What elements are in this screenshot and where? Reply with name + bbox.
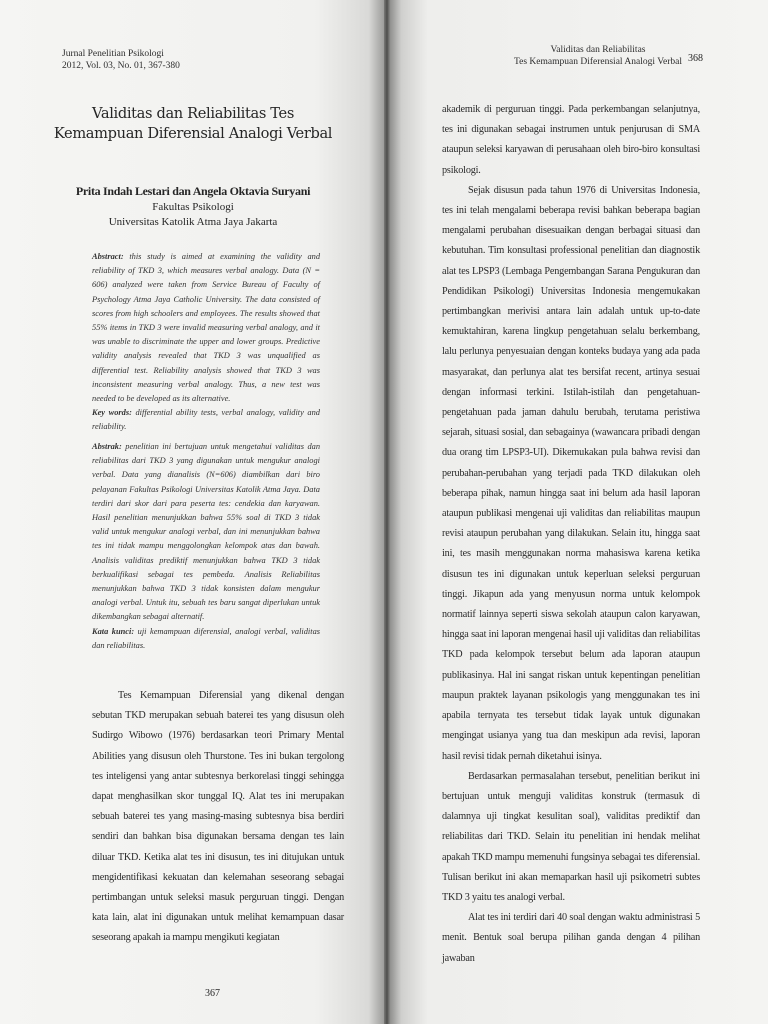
- abstract-id-text: penelitian ini bertujuan untuk mengetahui validitas dan reliabilitas dari TKD 3 yang digunakan untuk mengukur analogi verbal. Data yang dianalisis (N=606) diambilkan dari biro pelayanan Fakultas Psikologi Universitas Katolik Atma Jaya. Data terdiri dari skor dari para peserta tes: cendekia dan karyawan. Hasil penelitian menunjukkan bahwa 55% soal di TKD 3 tidak valid untuk mengukur analogi verbal, dan ini menunjukkan bahwa tes ini tidak mampu menggolongkan kelompok atas dan bawah. Analisis validitas prediktif menunjukkan bahwa TKD 3 tidak berkualifikasi sebagai tes pembeda. Analisis Reliabilitas menunjukkan bahwa TKD 3 tidak konsisten dalam mengukur analogi verbal. Untuk itu, sebuah tes baru sangat diperlukan untuk dikembangkan sebagai alternatif.: [92, 442, 321, 622]
- abstract-id-label: Abstrak:: [92, 442, 122, 451]
- affiliation: [28, 200, 358, 230]
- right-body: [442, 100, 700, 969]
- abstract-en-label: Abstract:: [92, 252, 124, 261]
- abstract-en-text: this study is aimed at examining the validity and reliability of TKD 3, which measures verbal analogy. Data (N = 606) analyzed were taken from Service Bureau of Faculty of Psychology Atma Jaya Catholic University. The data consisted of scores from high schoolers and employees. The results showed that 55% items in TKD 3 were invalid measuring verbal analogy, and it was unable to discriminate the upper and lower groups. Predictive validity analysis revealed that TKD 3 was unqualified as differential test. Reliability analysis showed that TKD 3 was inconsistent measuring verbal analogy. Thus, a new test was needed to be developed as its alternative.: [92, 252, 321, 404]
- right-page: [390, 0, 768, 1024]
- page-number-right: 368: [688, 53, 703, 64]
- paragraph-history: Sejak disusun pada tahun 1976 di Universitas Indonesia, tes ini telah mengalami beberapa revisi bahkan beberapa bagian mengalami perubahan disesuaikan dengan berbagai situasi dan kebutuhan. Tim konsultasi professional penelitian dan diagnostik alat tes LPSP3 (Lembaga Pengembangan Sarana Pengukuran dan Pendidikan Psikologi) Universitas Indonesia mengemukakan pertimbangkan merivisi antara lain adalah untuk up-to-date kemuktahiran, karena lingkup pengetahuan selalu berkembang, lalu perlunya penyesuaian dengan konteks budaya yang ada pada masyarakat, dan perlunya alat tes bersifat recent, artinya sesuai dengan informasi terkini. Istilah-istilah dan pengetahuan-pengetahuan pada jaman dahulu berubah, terutama peristiwa sejarah, situasi sosial, dan sebagainya (wawancara pribadi dengan dua orang tim LPSP3-UI). Dikemukakan pula bahwa revisi dan perubahan-perubahan yang terjadi pada TKD dilakukan oleh beberapa pihak, namun hingga saat ini belum ada hasil laporan ataupun publikasi mengenai uji validitas dan reliabilitas maupun revisi ataupun perubahan yang dilakukan. Selain itu, hingga saat ini, tes masih menggunakan norma mahasiswa karena ketika disusun tes ini digunakan untuk keperluan seleksi perguruan tinggi. Jikapun ada yang menyusun norma untuk kelompok normatif lainnya seperti siswa sekolah ataupun calon karyawan, hingga saat ini laporan mengenai hasil uji validitas dan reliabilitas TKD pada kelompok tersebut belum ada laporan ataupun publikasinya. Hal ini sangat riskan untuk kepentingan penelitian maupun praktek layanan psikologis yang menggunakan tes ini apabila ternyata tes tersebut tidak layak untuk digunakan mengingat usianya yang tua dan meskipun ada revisi, laporan hasil revisi tidak pernah diketahui isinya.: [442, 184, 700, 762]
- journal-issue: 2012, Vol. 03, No. 01, 367-380: [62, 61, 180, 71]
- show-through-text: [390, 30, 422, 330]
- running-title-1: Validitas dan Reliabilitas: [550, 45, 646, 55]
- keywords-en-label: Key words:: [92, 408, 132, 418]
- journal-name: Jurnal Penelitian Psikologi: [62, 49, 164, 59]
- paragraph-instrument: Alat tes ini terdiri dari 40 soal dengan waktu administrasi 5 menit. Bentuk soal berupa pilihan ganda dengan 4 pilihan jawaban: [442, 912, 700, 964]
- keywords-id-label: Kata kunci:: [92, 626, 135, 636]
- faculty: Fakultas Psikologi: [152, 201, 234, 213]
- keywords-id-text: uji kemampuan diferensial, analogi verbal, validitas dan reliabilitas.: [92, 626, 321, 650]
- running-header-right: [508, 44, 688, 68]
- authors: Prita Indah Lestari dan Angela Oktavia Suryani: [75, 184, 311, 198]
- intro-body: [92, 686, 344, 949]
- title-line-2: Kemampuan Diferensial Analogi Verbal: [53, 125, 333, 142]
- paragraph-purpose: Berdasarkan permasalahan tersebut, penelitian berikut ini bertujuan untuk menguji validitas konstruk (termasuk di dalamnya uji tingkat kesulitan soal), validitas prediktif dan reliabilitas dari TKD. Selain itu penelitian ini hendak melihat apakah TKD mampu memenuhi fungsinya sebagai tes diferensial. Tulisan berikut ini akan memaparkan hasil uji psikometri subtes TKD 3 yaitu tes analogi verbal.: [442, 770, 700, 903]
- intro-paragraph: Tes Kemampuan Diferensial yang dikenal dengan sebutan TKD merupakan sebuah baterei tes yang disusun oleh Sudirgo Wibowo (1976) berdasarkan teori Primary Mental Abilities yang disusun oleh Thurstone. Tes ini bukan tergolong tes inteligensi yang antar subtesnya berkorelasi tinggi sehingga dapat menghasilkan skor tunggal IQ. Alat tes ini merupakan sebuah baterei tes yang masing-masing subtesnya bisa berdiri sendiri dan bahkan bisa digunakan bersama dengan tes lain diluar TKD. Ketika alat tes ini disusun, tes ini ditujukan untuk mengidentifikasi kekuatan dan kelemahan seseorang sebagai pertimbangan untuk seleksi masuk perguruan tinggi. Dengan kata lain, alat ini digunakan untuk melihat kemampuan dasar seseorang apakah ia mampu mengikuti kegiatan: [92, 690, 344, 944]
- keywords-en-text: differential ability tests, verbal analogy, validity and reliability.: [92, 408, 320, 432]
- university: Universitas Katolik Atma Jaya Jakarta: [108, 216, 278, 228]
- abstract-english: [92, 250, 320, 435]
- running-title-2: Tes Kemampuan Diferensial Analogi Verbal: [514, 57, 682, 67]
- page-number-left: 367: [205, 988, 220, 999]
- title-line-1: Validitas dan Reliabilitas Tes: [92, 105, 294, 122]
- paragraph-continuation: akademik di perguruan tinggi. Pada perkembangan selanjutnya, tes ini digunakan sebagai instrumen untuk penjurusan di SMA ataupun seleksi karyawan di perusahaan oleh biro-biro konsultasi psikologi.: [442, 104, 700, 176]
- running-header-left: [62, 48, 282, 72]
- abstract-indonesian: [92, 440, 320, 653]
- article-title: [28, 104, 358, 144]
